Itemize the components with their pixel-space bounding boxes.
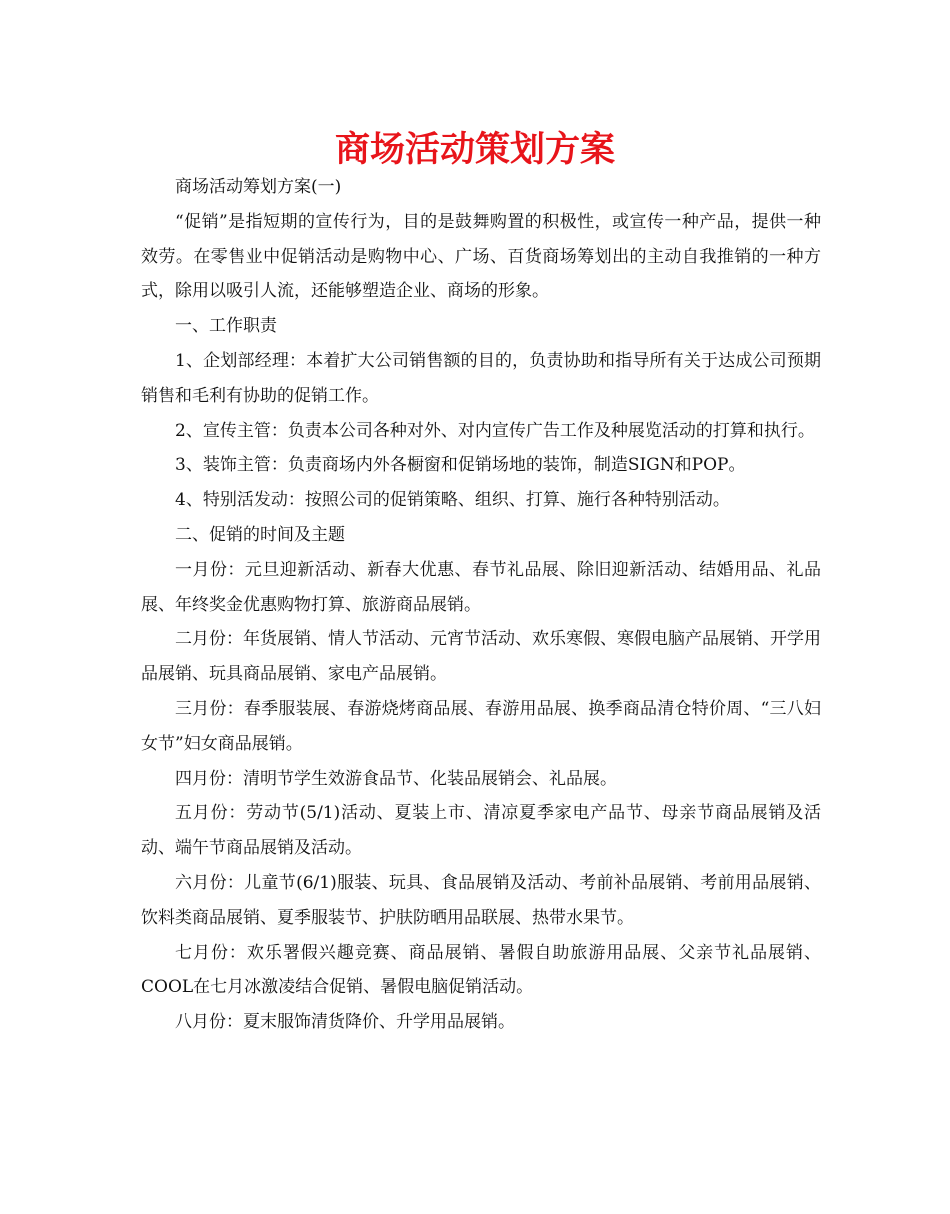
section-heading-duties: 一、工作职责 [175,316,277,337]
paragraph-month-7: 七月份：欢乐署假兴趣竞赛、商品展销、暑假自助旅游用品展、父亲节礼品展销、COOL在七月冰激凌结合促销、暑假电脑促销活动。 [141,942,821,998]
document-title: 商场活动策划方案 [334,130,615,170]
paragraph-subtitle: 商场活动筹划方案(一) [175,177,342,197]
paragraph-duty-2: 2、宣传主管：负责本公司各种对外、对内宣传广告工作及种展览活动的打算和执行。 [175,420,815,441]
paragraph-month-6: 六月份：儿童节(6/1)服装、玩具、食品展销及活动、考前补品展销、考前用品展销、饮料类商品展销、夏季服装节、护肤防晒用品联展、热带水果节。 [141,872,821,928]
paragraph-month-3: 三月份：春季服装展、春游烧烤商品展、春游用品展、换季商品清仓特价周、“三八妇女节”妇女商品展销。 [141,698,821,754]
paragraph-duty-4: 4、特别活发动：按照公司的促销策略、组织、打算、施行各种特别活动。 [175,490,730,511]
paragraph-month-2: 二月份：年货展销、情人节活动、元宵节活动、欢乐寒假、寒假电脑产品展销、开学用品展销、玩具商品展销、家电产品展销。 [141,629,821,685]
document-body [141,170,821,1040]
paragraph-intro: “促销”是指短期的宣传行为，目的是鼓舞购置的积极性，或宣传一种产品，提供一种效劳。在零售业中促销活动是购物中心、广场、百货商场筹划出的主动自我推销的一种方式，除用以吸引人流，还能够塑造企业、商场的形象。 [141,211,821,302]
section-heading-schedule: 二、促销的时间及主题 [175,524,345,545]
paragraph-month-1: 一月份：元旦迎新活动、新春大优惠、春节礼品展、除旧迎新活动、结婚用品、礼品展、年终奖金优惠购物打算、旅游商品展销。 [141,559,821,615]
paragraph-month-5: 五月份：劳动节(5/1)活动、夏装上市、清凉夏季家电产品节、母亲节商品展销及活动、端午节商品展销及活动。 [141,803,821,859]
paragraph-duty-3: 3、装饰主管：负责商场内外各橱窗和促销场地的装饰，制造SIGN和POP。 [175,455,746,476]
paragraph-month-8: 八月份：夏末服饰清货降价、升学用品展销。 [175,1012,515,1033]
paragraph-month-4: 四月份：清明节学生效游食品节、化装品展销会、礼品展。 [175,768,617,789]
paragraph-duty-1: 1、企划部经理：本着扩大公司销售额的目的，负责协助和指导所有关于达成公司预期销售和毛利有协助的促销工作。 [141,350,821,406]
